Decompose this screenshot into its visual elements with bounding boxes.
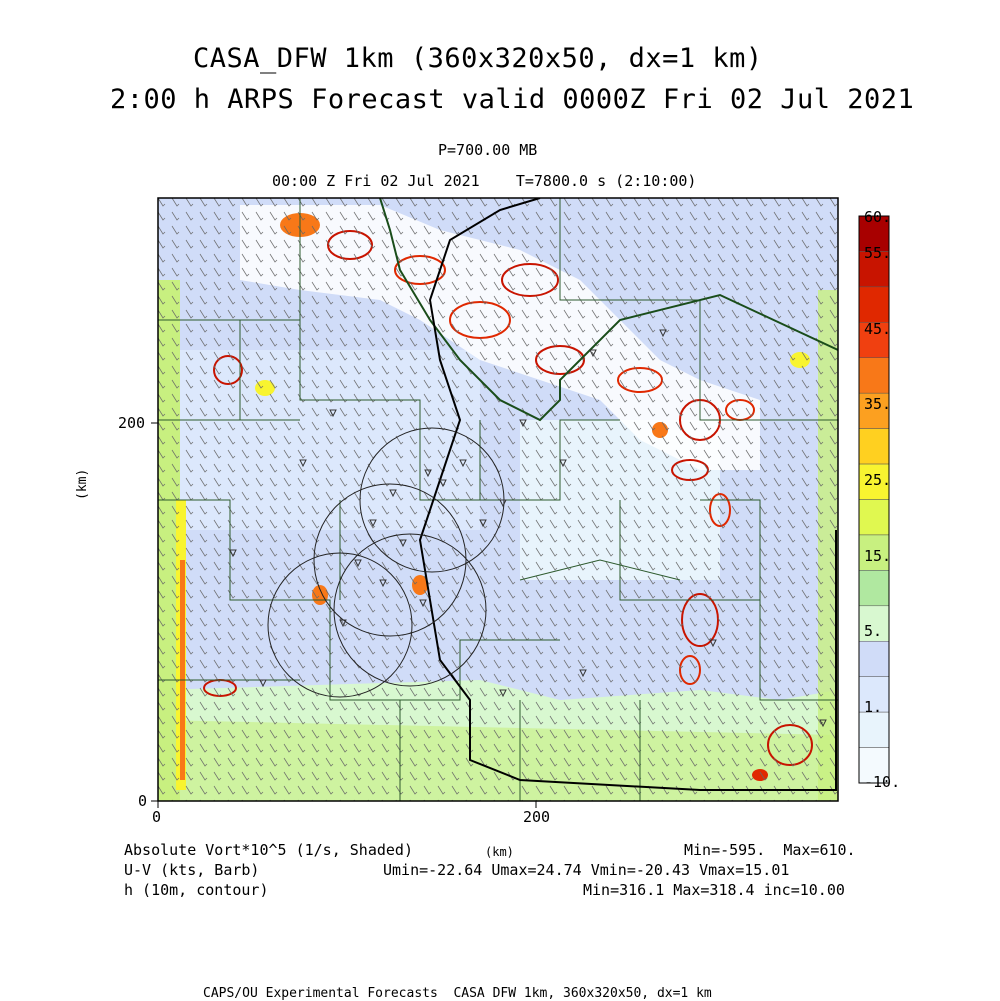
credit-line: CAPS/OU Experimental Forecasts CASA DFW 1km, 360x320x50, dx=1 km (203, 986, 712, 1001)
colorbar-label: 1. (864, 698, 883, 716)
map-plot-area (158, 198, 838, 801)
colorbar-swatch (859, 287, 889, 322)
colorbar-swatch (859, 570, 889, 605)
field-3-name: h (10m, contour) (124, 881, 269, 899)
colorbar-label: 35. (864, 395, 892, 413)
colorbar-swatch (859, 429, 889, 464)
y-tick-200: 200 (118, 414, 146, 432)
colorbar-swatch (859, 712, 889, 747)
x-tick-200: 200 (523, 808, 551, 826)
field-3-stats: Min=316.1 Max=318.4 inc=10.00 (583, 881, 845, 899)
colorbar-label: -10. (864, 773, 901, 791)
field-2-name: U-V (kts, Barb) (124, 861, 260, 879)
x-axis-unit: (km) (485, 845, 514, 859)
y-tick-0: 0 (138, 792, 148, 810)
y-axis-unit: (km) (75, 468, 90, 500)
title-line-1: CASA_DFW 1km (360x320x50, dx=1 km) (193, 43, 763, 74)
pressure-level: P=700.00 MB (438, 141, 538, 159)
colorbar-label: 45. (864, 320, 892, 338)
colorbar-swatch (859, 500, 889, 535)
field-1-stats: Min=-595. Max=610. (684, 841, 856, 859)
x-tick-0: 0 (152, 808, 162, 826)
colorbar-label: 15. (864, 547, 892, 565)
valid-time: 00:00 Z Fri 02 Jul 2021 T=7800.0 s (2:10:00) (272, 172, 697, 190)
colorbar-label: 60. (864, 208, 892, 226)
colorbar-label: 55. (864, 244, 892, 262)
title-line-2: 2:00 h ARPS Forecast valid 0000Z Fri 02 Jul 2021 (110, 84, 915, 115)
colorbar-label: 25. (864, 471, 892, 489)
colorbar-swatch (859, 641, 889, 676)
field-2-stats: Umin=-22.64 Umax=24.74 Vmin=-20.43 Vmax=15.01 (383, 861, 790, 879)
colorbar-label: 5. (864, 622, 883, 640)
field-1-name: Absolute Vort*10^5 (1/s, Shaded) (124, 841, 413, 859)
colorbar-swatch (859, 358, 889, 393)
